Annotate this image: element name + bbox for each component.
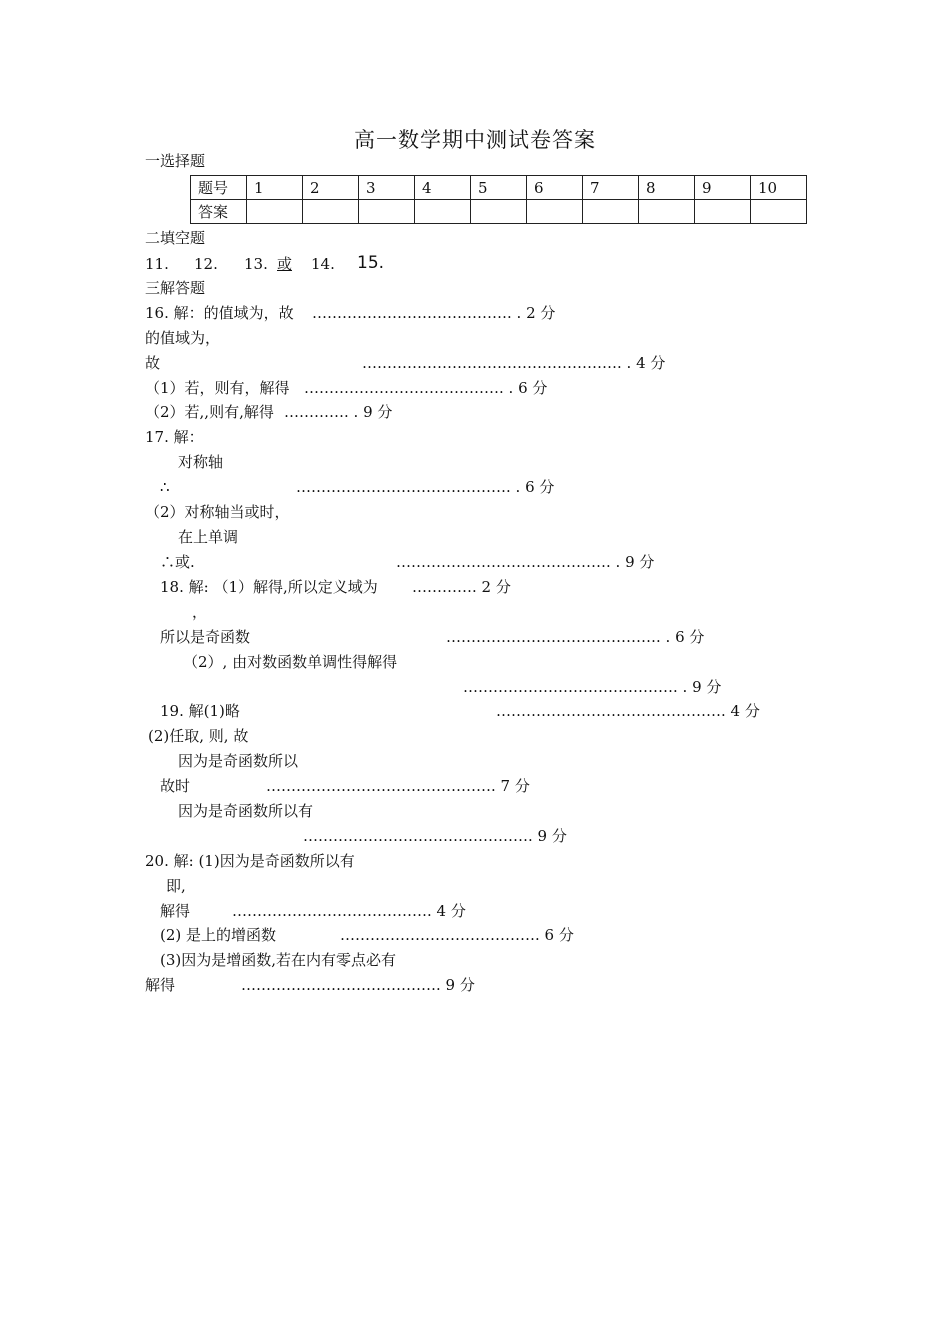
score-dots: …………. 2 分 <box>412 578 511 596</box>
score-dots: …………………………………. . 6 分 <box>304 379 548 397</box>
q20-line: 解得 <box>160 902 191 920</box>
table-cell <box>527 200 583 224</box>
table-row <box>191 200 807 224</box>
q18-line: 所以是奇函数 <box>160 628 251 646</box>
table-cell <box>639 200 695 224</box>
table-cell: 2 <box>303 176 359 200</box>
q11-label: 11. <box>145 255 169 273</box>
q18-line: （2）, 由对数函数单调性得解得 <box>183 653 398 671</box>
score-dots: ………………………………………. 7 分 <box>266 777 530 795</box>
q17-line: 17. 解： <box>145 428 204 446</box>
q20-line: (3)因为是增函数,若在内有零点必有 <box>160 951 397 969</box>
q12-label: 12. <box>194 255 218 273</box>
q18-line: 18. 解: （1）解得,所以定义域为 <box>160 578 378 596</box>
table-cell <box>415 200 471 224</box>
table-cell <box>751 200 807 224</box>
q20-line: 20. 解: (1)因为是奇函数所以有 <box>145 852 355 870</box>
table-cell <box>303 200 359 224</box>
q20-line: 解得 <box>145 976 176 994</box>
q18-line: ， <box>192 603 208 621</box>
table-header-cell: 答案 <box>191 200 247 224</box>
score-dots: …………. . 9 分 <box>284 403 393 421</box>
section-multiple-choice: 一选择题 <box>145 152 206 170</box>
q19-line: 因为是奇函数所以 <box>178 752 299 770</box>
q20-line: (2) 是上的增函数 <box>160 926 277 944</box>
section-solutions: 三解答题 <box>145 279 206 297</box>
score-dots: ………………………………………. 9 分 <box>303 827 567 845</box>
table-cell <box>247 200 303 224</box>
section-fill-in: 二填空题 <box>145 229 206 247</box>
table-cell: 5 <box>471 176 527 200</box>
q16-line: （1）若，则有，解得 <box>145 379 290 397</box>
q13-answer: 或 <box>277 255 293 273</box>
q17-line: （2）对称轴当或时， <box>145 503 290 521</box>
score-dots: ……………………………………. . 6 分 <box>296 478 555 496</box>
answer-table <box>190 175 807 224</box>
document-title: 高一数学期中测试卷答案 <box>354 128 596 152</box>
table-cell: 10 <box>751 176 807 200</box>
q16-line: （2）若,,则有,解得 <box>145 403 274 421</box>
table-cell <box>695 200 751 224</box>
score-dots: …………………………………. 9 分 <box>241 976 475 994</box>
table-header-cell: 题号 <box>191 176 247 200</box>
q19-line: 故时 <box>160 777 191 795</box>
score-dots: ……………………………………. . 9 分 <box>463 678 722 696</box>
q14-label: 14. <box>311 255 335 273</box>
table-cell: 3 <box>359 176 415 200</box>
q17-line: 对称轴 <box>178 453 224 471</box>
score-dots: ……………………………………. . 9 分 <box>396 553 655 571</box>
q17-line: 在上单调 <box>178 528 239 546</box>
q19-line: 因为是奇函数所以有 <box>178 802 314 820</box>
table-cell <box>583 200 639 224</box>
table-cell: 6 <box>527 176 583 200</box>
score-dots: …………………………………. 4 分 <box>232 902 466 920</box>
score-dots: …………………………………. 6 分 <box>340 926 574 944</box>
score-dots: ……………………………………. . 6 分 <box>446 628 705 646</box>
q16-line: 的值域为， <box>145 329 221 347</box>
table-cell <box>471 200 527 224</box>
q15-label: 15. <box>357 253 385 273</box>
q16-line: 16. 解：的值域为，故 <box>145 304 294 322</box>
q17-line: ∴ <box>160 478 170 496</box>
table-cell: 1 <box>247 176 303 200</box>
score-dots: ………………………………………. 4 分 <box>496 702 760 720</box>
table-cell: 9 <box>695 176 751 200</box>
table-cell: 4 <box>415 176 471 200</box>
table-row <box>191 176 807 200</box>
q13-label: 13. <box>244 255 268 273</box>
score-dots: ……………………………………………. . 4 分 <box>362 354 666 372</box>
table-cell: 7 <box>583 176 639 200</box>
score-dots: …………………………………. . 2 分 <box>312 304 556 322</box>
q16-line: 故 <box>145 354 161 372</box>
q17-line: ∴或. <box>160 553 195 571</box>
table-cell: 8 <box>639 176 695 200</box>
q19-line: 19. 解(1)略 <box>160 702 240 720</box>
q20-line: 即, <box>166 877 186 895</box>
q19-line: (2)任取, 则, 故 <box>148 727 249 745</box>
table-cell <box>359 200 415 224</box>
